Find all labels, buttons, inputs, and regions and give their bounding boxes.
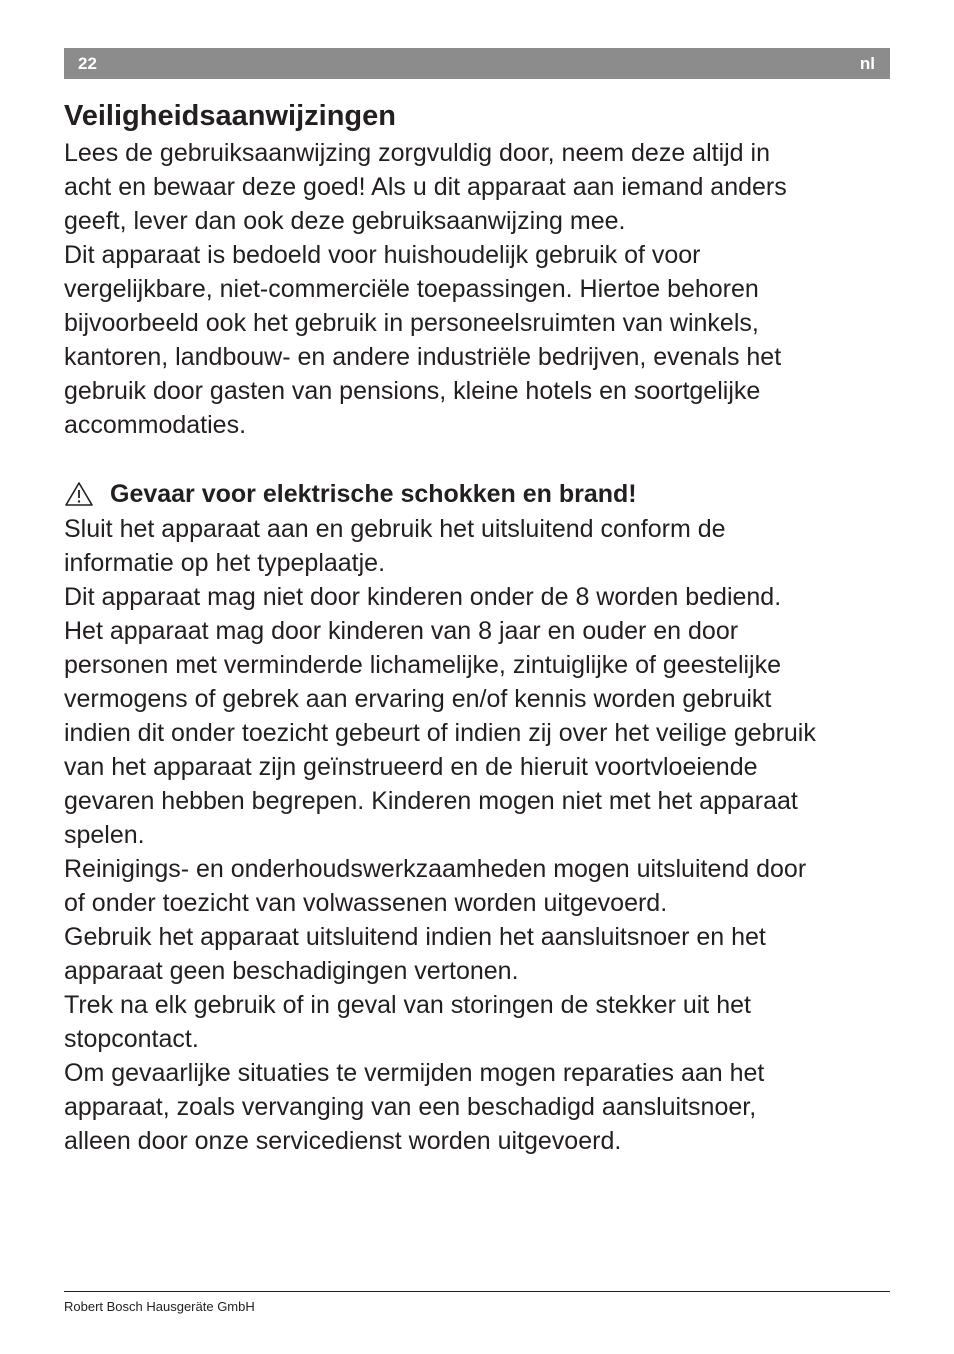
text-line: van het apparaat zijn geïnstrueerd en de hieruit voortvloeiende [64,753,758,781]
footer-divider [64,1291,890,1292]
intro-paragraph [64,136,894,442]
page-number: 22 [78,54,97,73]
language-code: nl [859,54,875,73]
text-line: bijvoorbeeld ook het gebruik in personeelsruimten van winkels, [64,309,759,337]
text-line: Sluit het apparaat aan en gebruik het uitsluitend conform de [64,515,726,543]
warning-paragraph [64,512,894,1158]
text-line: of onder toezicht van volwassenen worden uitgevoerd. [64,889,668,917]
text-line: alleen door onze servicedienst worden uitgevoerd. [64,1127,622,1155]
text-line: Om gevaarlijke situaties te vermijden mogen reparaties aan het [64,1059,765,1087]
page-content [64,96,894,1158]
text-line: Het apparaat mag door kinderen van 8 jaar en ouder en door [64,617,739,645]
text-line: geeft, lever dan ook deze gebruiksaanwijzing mee. [64,207,626,235]
text-line: gevaren hebben begrepen. Kinderen mogen niet met het apparaat [64,787,798,815]
page-title: Veiligheidsaanwijzingen [64,100,396,132]
text-line: spelen. [64,821,145,849]
text-line: apparaat geen beschadigingen vertonen. [64,957,519,985]
text-line: Trek na elk gebruik of in geval van storingen de stekker uit het [64,991,751,1019]
text-line: acht en bewaar deze goed! Als u dit apparaat aan iemand anders [64,173,787,201]
warning-heading-text: Gevaar voor elektrische schokken en brand! [110,480,637,508]
text-line: Reinigings- en onderhoudswerkzaamheden mogen uitsluitend door [64,855,807,883]
warning-heading [64,476,894,512]
text-line: Dit apparaat mag niet door kinderen onder de 8 worden bediend. [64,583,782,611]
text-line: stopcontact. [64,1025,199,1053]
page-header-bar [64,48,890,79]
text-line: informatie op het typeplaatje. [64,549,386,577]
text-line: personen met verminderde lichamelijke, zintuiglijke of geestelijke [64,651,782,679]
text-line: vermogens of gebrek aan ervaring en/of kennis worden gebruikt [64,685,772,713]
text-line: Dit apparaat is bedoeld voor huishoudelijk gebruik of voor [64,241,701,269]
warning-triangle-icon [64,481,94,507]
text-line: Lees de gebruiksaanwijzing zorgvuldig door, neem deze altijd in [64,139,770,167]
text-line: indien dit onder toezicht gebeurt of indien zij over het veilige gebruik [64,719,816,747]
footer-company: Robert Bosch Hausgeräte GmbH [64,1299,255,1314]
text-line: apparaat, zoals vervanging van een beschadigd aansluitsnoer, [64,1093,757,1121]
text-line: gebruik door gasten van pensions, kleine hotels en soortgelijke [64,377,761,405]
text-line: vergelijkbare, niet-commerciële toepassingen. Hiertoe behoren [64,275,759,303]
text-line: Gebruik het apparaat uitsluitend indien het aansluitsnoer en het [64,923,766,951]
text-line: accommodaties. [64,411,247,439]
text-line: kantoren, landbouw- en andere industriële bedrijven, evenals het [64,343,782,371]
